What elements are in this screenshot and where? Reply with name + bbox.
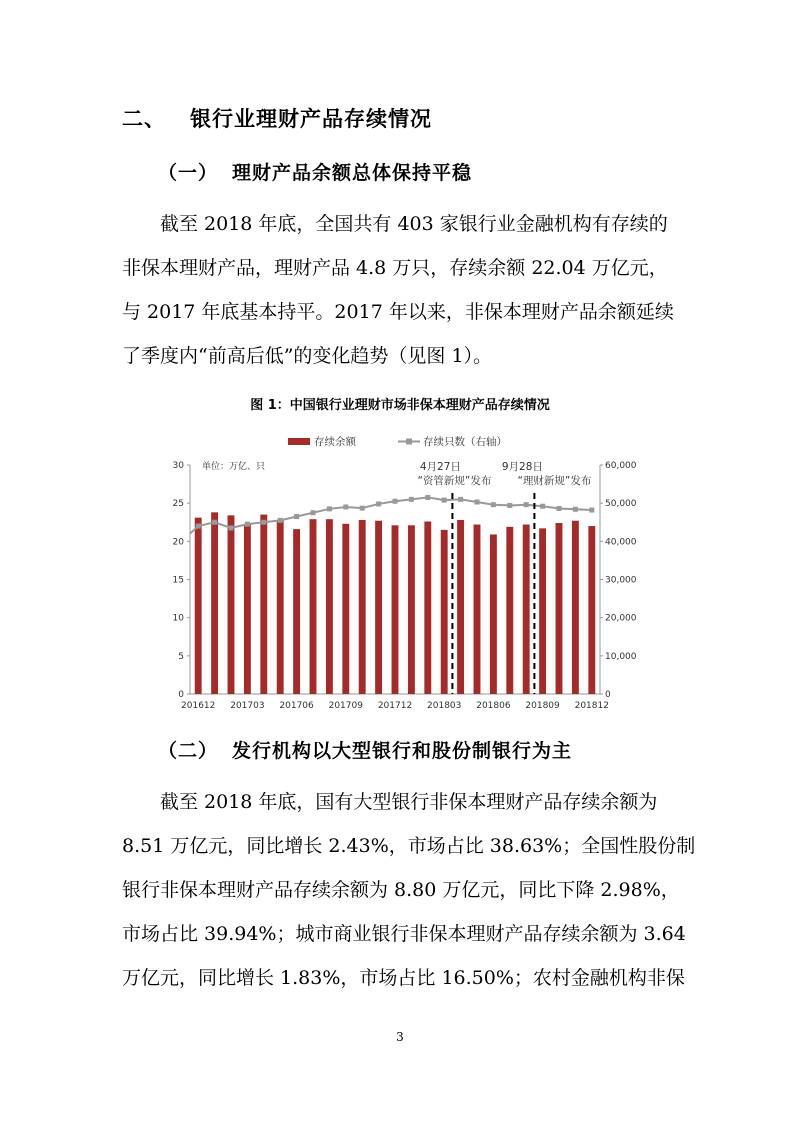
subsection-text: 理财产品余额总体保持平稳 bbox=[232, 162, 473, 184]
annotation-date: 9月28日 bbox=[501, 461, 543, 473]
bar bbox=[375, 521, 382, 694]
legend-label: 存续只数（右轴） bbox=[423, 436, 507, 448]
annotation-text: “资管新规”发布 bbox=[417, 475, 492, 487]
chart-legend bbox=[288, 435, 507, 448]
bar bbox=[474, 525, 481, 694]
line-point bbox=[589, 508, 594, 513]
bar bbox=[506, 527, 513, 694]
bar bbox=[359, 520, 366, 694]
section-heading-number: 二、 bbox=[122, 107, 166, 131]
paragraph-line: 非保本理财产品，理财产品 4.8 万只，存续余额 22.04 万亿元， bbox=[122, 257, 668, 279]
line-point bbox=[376, 501, 381, 506]
y-right-tick-label: 10,000 bbox=[605, 651, 637, 662]
bar bbox=[441, 530, 448, 694]
legend-line-marker bbox=[406, 439, 412, 445]
y-left-tick-label: 10 bbox=[172, 613, 184, 624]
paragraph-line: 银行非保本理财产品存续余额为 8.80 万亿元，同比下降 2.98%， bbox=[122, 879, 680, 901]
chart-axes bbox=[173, 460, 637, 711]
line-point bbox=[294, 514, 299, 519]
legend-bar-swatch bbox=[288, 438, 310, 445]
y-right-tick-label: 40,000 bbox=[605, 537, 637, 548]
line-point bbox=[557, 506, 562, 511]
bar bbox=[408, 525, 415, 694]
paragraph-1 bbox=[122, 202, 682, 378]
x-tick-label: 201806 bbox=[476, 701, 511, 711]
paragraph-line: 与 2017 年底基本持平。2017 年以来，非保本理财产品余额延续 bbox=[122, 301, 674, 323]
line-point bbox=[524, 502, 529, 507]
bar bbox=[211, 512, 218, 694]
line-point bbox=[229, 525, 234, 530]
paragraph-line: 了季度内“前高后低”的变化趋势（见图 1）。 bbox=[122, 345, 493, 367]
paragraph-line: 市场占比 39.94%；城市商业银行非保本理财产品存续余额为 3.64 bbox=[122, 923, 686, 945]
subsection-heading-2 bbox=[158, 736, 572, 763]
x-tick-label: 201809 bbox=[525, 701, 560, 711]
y-left-tick-label: 30 bbox=[172, 461, 184, 471]
bar bbox=[490, 534, 497, 694]
x-tick-label: 201612 bbox=[181, 701, 216, 711]
line-point bbox=[245, 522, 250, 527]
legend-label: 存续余额 bbox=[314, 436, 356, 448]
y-right-tick-label: 20,000 bbox=[605, 613, 637, 624]
line-point bbox=[261, 520, 266, 525]
y-right-tick-label: 50,000 bbox=[605, 499, 637, 510]
line-point bbox=[409, 497, 414, 502]
y-left-tick-label: 5 bbox=[178, 651, 184, 662]
bar bbox=[523, 525, 530, 694]
line-point bbox=[540, 504, 545, 509]
chart bbox=[160, 425, 640, 720]
x-tick-label: 201706 bbox=[279, 701, 314, 711]
bar bbox=[326, 519, 333, 694]
paragraph-line: 截至 2018 年底，全国共有 403 家银行业金融机构有存续的 bbox=[122, 213, 668, 235]
subsection-heading-1 bbox=[158, 158, 472, 185]
bar bbox=[244, 524, 251, 694]
y-left-tick-label: 25 bbox=[172, 499, 184, 510]
line-point bbox=[458, 497, 463, 502]
line-point bbox=[196, 524, 201, 529]
bar bbox=[588, 526, 595, 694]
bar bbox=[260, 515, 267, 694]
line-point bbox=[507, 503, 512, 508]
line-point bbox=[327, 506, 332, 511]
page-number: 3 bbox=[396, 1030, 404, 1044]
line-point bbox=[425, 495, 430, 500]
y-left-tick-label: 0 bbox=[178, 690, 184, 700]
y-right-tick-label: 60,000 bbox=[605, 461, 637, 471]
line-point bbox=[573, 507, 578, 512]
bar bbox=[572, 521, 579, 694]
y-left-tick-label: 20 bbox=[172, 537, 184, 548]
bar bbox=[195, 518, 202, 694]
line-point bbox=[343, 504, 348, 509]
x-tick-label: 201812 bbox=[574, 701, 609, 711]
bar bbox=[310, 519, 317, 694]
x-tick-label: 201703 bbox=[230, 701, 265, 711]
y-right-tick-label: 0 bbox=[605, 690, 611, 700]
paragraph-line: 万亿元，同比增长 1.83%，市场占比 16.50%；农村金融机构非保 bbox=[122, 967, 685, 989]
line-point bbox=[311, 510, 316, 515]
paragraph-line: 截至 2018 年底，国有大型银行非保本理财产品存续余额为 bbox=[122, 791, 658, 813]
bar bbox=[556, 523, 563, 694]
line-point bbox=[212, 520, 217, 525]
annotation-date: 4月27日 bbox=[419, 461, 461, 473]
x-tick-label: 201712 bbox=[377, 701, 413, 711]
bar bbox=[342, 524, 349, 694]
bar bbox=[277, 521, 284, 694]
bar bbox=[392, 525, 399, 694]
line-point bbox=[442, 498, 447, 503]
subsection-number: （一） bbox=[158, 162, 219, 184]
line-point bbox=[278, 518, 283, 523]
line-point bbox=[475, 500, 480, 505]
line-point bbox=[491, 502, 496, 507]
subsection-text: 发行机构以大型银行和股份制银行为主 bbox=[232, 740, 573, 762]
unit-label: 单位：万亿、只 bbox=[202, 462, 266, 472]
paragraph-2 bbox=[122, 780, 696, 1000]
bar bbox=[293, 529, 300, 694]
x-tick-label: 201709 bbox=[328, 701, 363, 711]
x-tick-label: 201803 bbox=[427, 701, 462, 711]
annotation-text: “理财新规”发布 bbox=[517, 475, 592, 487]
section-heading-text: 银行业理财产品存续情况 bbox=[190, 107, 432, 131]
paragraph-line: 8.51 万亿元，同比增长 2.43%，市场占比 38.63%；全国性股份制 bbox=[122, 835, 696, 857]
section-heading bbox=[122, 103, 432, 133]
y-right-tick-label: 30,000 bbox=[605, 575, 637, 586]
bar bbox=[424, 521, 431, 694]
bar bbox=[539, 528, 546, 694]
figure-title: 图 1：中国银行业理财市场非保本理财产品存续情况 bbox=[250, 398, 550, 413]
bar bbox=[457, 520, 464, 694]
line-point bbox=[393, 499, 398, 504]
subsection-number: （二） bbox=[158, 740, 219, 762]
bar bbox=[228, 515, 235, 694]
y-left-tick-label: 15 bbox=[172, 575, 184, 586]
line-point bbox=[360, 506, 365, 511]
